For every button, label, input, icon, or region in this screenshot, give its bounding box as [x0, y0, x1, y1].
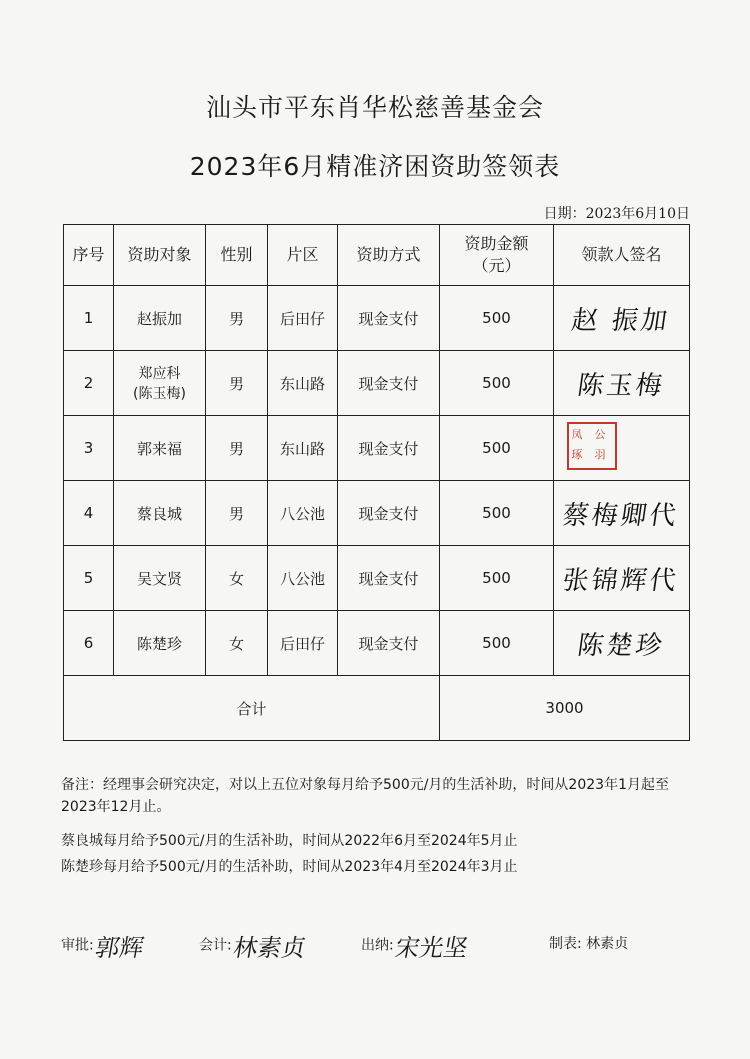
- row-signature: [554, 546, 690, 611]
- row-method: 现金支付: [338, 416, 440, 481]
- col-header-no: 序号: [64, 225, 114, 286]
- col-header-recipient: 资助对象: [114, 225, 206, 286]
- col-header-signature: 领款人签名: [554, 225, 690, 286]
- row-no: 5: [64, 546, 114, 611]
- handwritten-signature: 蔡梅卿代: [561, 500, 682, 531]
- approval-footer: [61, 918, 701, 968]
- row-signature: [554, 481, 690, 546]
- row-amount: 500: [440, 286, 554, 351]
- row-signature: [554, 611, 690, 676]
- handwritten-signature: 张锦辉代: [561, 565, 682, 596]
- table-row: [64, 481, 690, 546]
- col-header-gender: 性别: [206, 225, 268, 286]
- row-area: 后田仔: [268, 611, 338, 676]
- row-signature: [554, 351, 690, 416]
- row-name: 赵振加: [114, 286, 206, 351]
- preparer-name: 林素贞: [586, 936, 629, 952]
- aid-table: [63, 224, 690, 741]
- row-gender: 男: [206, 286, 268, 351]
- approver-block: [61, 928, 144, 963]
- row-name-primary: 郑应科: [138, 366, 181, 382]
- row-name: 吴文贤: [114, 546, 206, 611]
- row-area: 后田仔: [268, 286, 338, 351]
- row-no: 1: [64, 286, 114, 351]
- row-signature: [554, 286, 690, 351]
- table-row: [64, 286, 690, 351]
- row-no: 2: [64, 351, 114, 416]
- row-name-secondary: (陈玉梅): [133, 386, 186, 402]
- total-row: [64, 676, 690, 741]
- accountant-label: 会计:: [199, 937, 232, 954]
- row-area: 八公池: [268, 546, 338, 611]
- approver-label: 审批:: [61, 937, 94, 954]
- row-method: 现金支付: [338, 351, 440, 416]
- row-method: 现金支付: [338, 286, 440, 351]
- preparer-block: [549, 933, 628, 953]
- row-gender: 男: [206, 351, 268, 416]
- org-title: 汕头市平东肖华松慈善基金会: [205, 93, 544, 122]
- col-header-amount: 资助金额（元）: [440, 225, 554, 286]
- table-row: [64, 546, 690, 611]
- note-cai: 蔡良城每月给予500元/月的生活补助，时间从2022年6月至2024年5月止: [61, 833, 518, 849]
- row-no: 4: [64, 481, 114, 546]
- form-title: 2023年6月精准济困资助签领表: [189, 152, 561, 181]
- col-header-area: 片区: [268, 225, 338, 286]
- row-amount: 500: [440, 546, 554, 611]
- row-signature: [554, 416, 690, 481]
- row-amount: 500: [440, 481, 554, 546]
- cashier-signature: 宋光坚: [392, 934, 470, 962]
- row-amount: 500: [440, 611, 554, 676]
- handwritten-signature: 陈楚珍: [575, 630, 667, 661]
- row-amount: 500: [440, 351, 554, 416]
- row-method: 现金支付: [338, 481, 440, 546]
- row-method: 现金支付: [338, 546, 440, 611]
- accountant-block: [199, 928, 306, 963]
- table-row: [64, 611, 690, 676]
- row-name: 蔡良城: [114, 481, 206, 546]
- table-row: [64, 416, 690, 481]
- table-row: [64, 351, 690, 416]
- total-amount: 3000: [440, 676, 690, 741]
- row-gender: 女: [206, 546, 268, 611]
- total-label: 合计: [64, 676, 440, 741]
- row-area: 八公池: [268, 481, 338, 546]
- approver-signature: 郭辉: [92, 934, 146, 962]
- note-chen: 陈楚珍每月给予500元/月的生活补助，时间从2023年4月至2024年3月止: [61, 859, 518, 875]
- row-no: 3: [64, 416, 114, 481]
- form-date: 日期：2023年6月10日: [543, 206, 690, 222]
- row-no: 6: [64, 611, 114, 676]
- row-name: 郭来福: [114, 416, 206, 481]
- row-method: 现金支付: [338, 611, 440, 676]
- row-name: 陈楚珍: [114, 611, 206, 676]
- row-area: 东山路: [268, 416, 338, 481]
- row-gender: 女: [206, 611, 268, 676]
- handwritten-signature: 陈玉梅: [575, 370, 667, 401]
- row-area: 东山路: [268, 351, 338, 416]
- red-seal-stamp: 凤 公 琢 羽: [567, 422, 617, 470]
- cashier-label: 出纳:: [361, 937, 394, 954]
- row-gender: 男: [206, 481, 268, 546]
- note-main: 备注：经理事会研究决定，对以上五位对象每月给予500元/月的生活补助，时间从2023年1月起至2023年12月止。: [61, 777, 669, 815]
- handwritten-signature: 赵 振加: [569, 305, 673, 336]
- row-amount: 500: [440, 416, 554, 481]
- table-header-row: [64, 225, 690, 286]
- cashier-block: [361, 928, 468, 963]
- accountant-signature: 林素贞: [230, 934, 308, 962]
- row-gender: 男: [206, 416, 268, 481]
- row-name: [114, 351, 206, 416]
- col-header-method: 资助方式: [338, 225, 440, 286]
- preparer-label: 制表:: [549, 936, 582, 952]
